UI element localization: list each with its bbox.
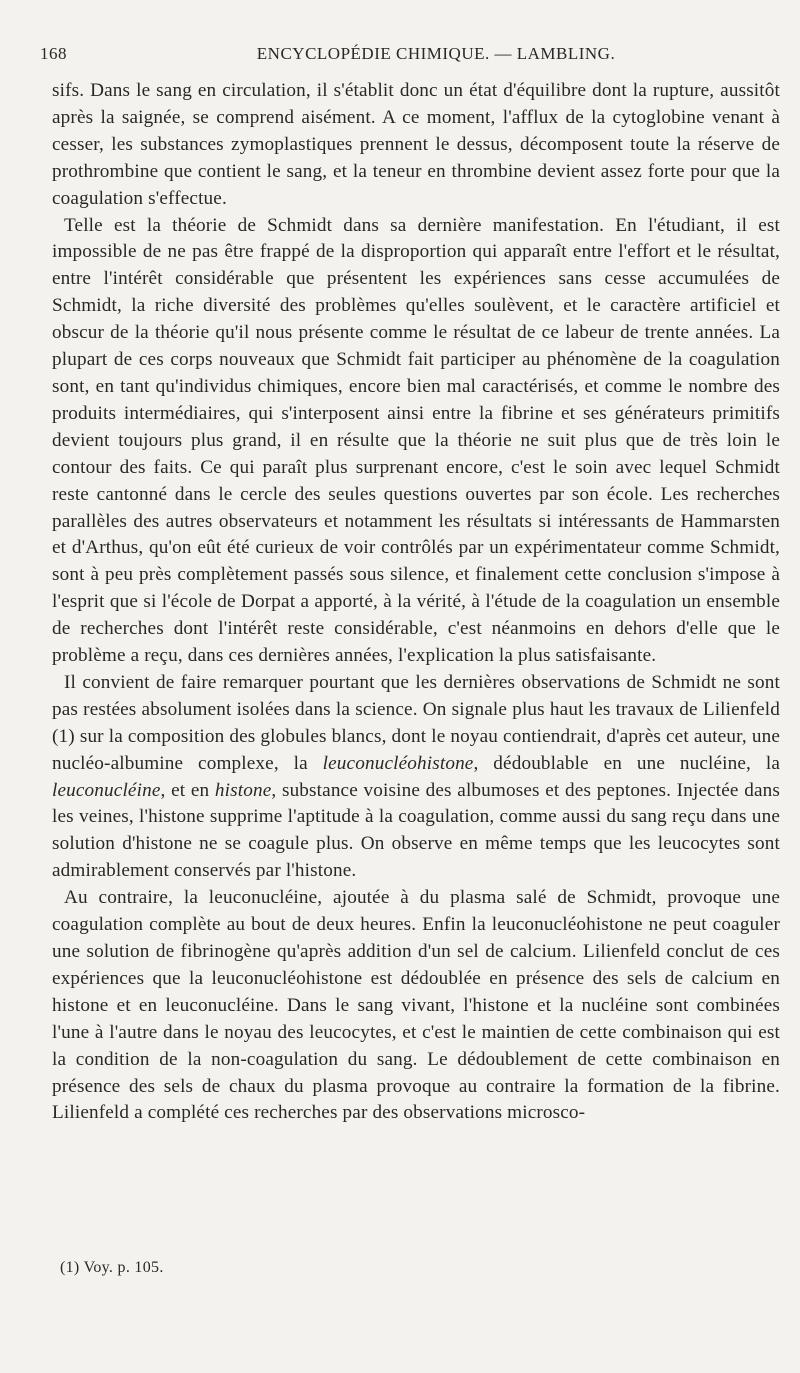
page-number: 168 bbox=[40, 44, 67, 63]
text-run: Il convient de faire remarquer pourtant que les dernières observations de Schmidt ne sont pas restées absolument isolées dans la science. On signale plus haut les travaux de Lilienfeld (1) sur la composition des globules blancs, dont le noyau contiendrait, d'après cet auteur, une nucléo-albumine complexe, la bbox=[52, 671, 780, 774]
paragraph-4 bbox=[52, 885, 780, 1127]
footnote: (1) Voy. p. 105. bbox=[60, 1259, 164, 1276]
paragraph-3 bbox=[52, 670, 780, 885]
body-text bbox=[52, 78, 780, 1127]
italic-term: leuconucléine bbox=[52, 779, 161, 801]
text-run: , et en bbox=[160, 779, 215, 801]
italic-term: leuconucléohistone bbox=[322, 752, 474, 774]
text-run: , dédoublable en une nucléine, la bbox=[473, 752, 780, 774]
running-title: ENCYCLOPÉDIE CHIMIQUE. — LAMBLING. bbox=[256, 44, 616, 63]
text-run: sifs. Dans le sang en circulation, il s'établit donc un état d'équilibre dont la rupture, aussitôt après la saignée, se comprend aisément. A ce moment, l'afflux de la cytoglobine venant à cesser, les substances zymoplastiques prennent le dessus, décomposent toute la réserve de prothrombine que contient le sang, et la teneur en thrombine devient assez forte pour que la coagulation s'effectue. bbox=[52, 80, 780, 209]
running-header bbox=[40, 44, 772, 70]
paragraph-1 bbox=[52, 78, 780, 213]
text-run: , substance voisine des albumoses et des peptones. Injectée dans les veines, l'histone supprime l'aptitude à la coagulation, comme aussi du sang reçu dans une solution d'histone ne se coagule plus. On observe en même temps que les leucocytes sont admirablement conservés par l'histone. bbox=[52, 779, 780, 882]
italic-term: histone bbox=[214, 779, 272, 801]
text-run: Au contraire, la leuconucléine, ajoutée à du plasma salé de Schmidt, provoque une coagulation complète au bout de deux heures. Enfin la leuconucléohistone ne peut coaguler une solution de fibrinogène qu'après addition d'un sel de calcium. Lilienfeld conclut de ces expériences que la leuconucléohistone est dédoublée en présence des sels de calcium en histone et en leuconucléine. Dans le sang vivant, l'histone et la nucléine sont combinées l'une à l'autre dans le noyau des leucocytes, et c'est le maintien de cette combinaison qui est la condition de la non-coagulation du sang. Le dédoublement de cette combinaison en présence des sels de chaux du plasma provoque au contraire la formation de la fibrine. Lilienfeld a complété ces recherches par des observations microsco- bbox=[52, 887, 780, 1124]
paragraph-2 bbox=[52, 213, 780, 670]
text-run: Telle est la théorie de Schmidt dans sa dernière manifestation. En l'étudiant, il est impossible de ne pas être frappé de la disproportion qui apparaît entre l'effort et le résultat, entre l'intérêt considérable que présentent les expériences sans cesse accumulées de Schmidt, la riche diversité des problèmes qu'elles soulèvent, et le caractère artificiel et obscur de la théorie qu'il nous présente comme le résultat de ce labeur de trente années. La plupart de ces corps nouveaux que Schmidt fait participer au phénomène de la coagulation sont, en tant qu'individus chimiques, encore bien mal caractérisés, et comme le nombre des produits intermédiaires, qui s'interposent ainsi entre la fibrine et ses générateurs primitifs devient toujours plus grand, il en résulte que la théorie ne suit plus que de très loin le contour des faits. Ce qui paraît plus surprenant encore, c'est le soin avec lequel Schmidt reste cantonné dans le cercle des seules questions ouvertes par son école. Les recherches parallèles des autres observateurs et notamment les résultats si intéressants de Hammarsten et d'Arthus, qu'on eût été curieux de voir contrôlés par un expérimentateur comme Schmidt, sont à peu près complètement passés sous silence, et finalement cette conclusion s'impose à l'esprit que si l'école de Dorpat a apporté, à la vérité, à l'étude de la coagulation un ensemble de recherches dont l'intérêt reste considérable, c'est néanmoins en dehors d'elle que le problème a reçu, dans ces dernières années, l'explication la plus satisfaisante. bbox=[52, 214, 780, 667]
